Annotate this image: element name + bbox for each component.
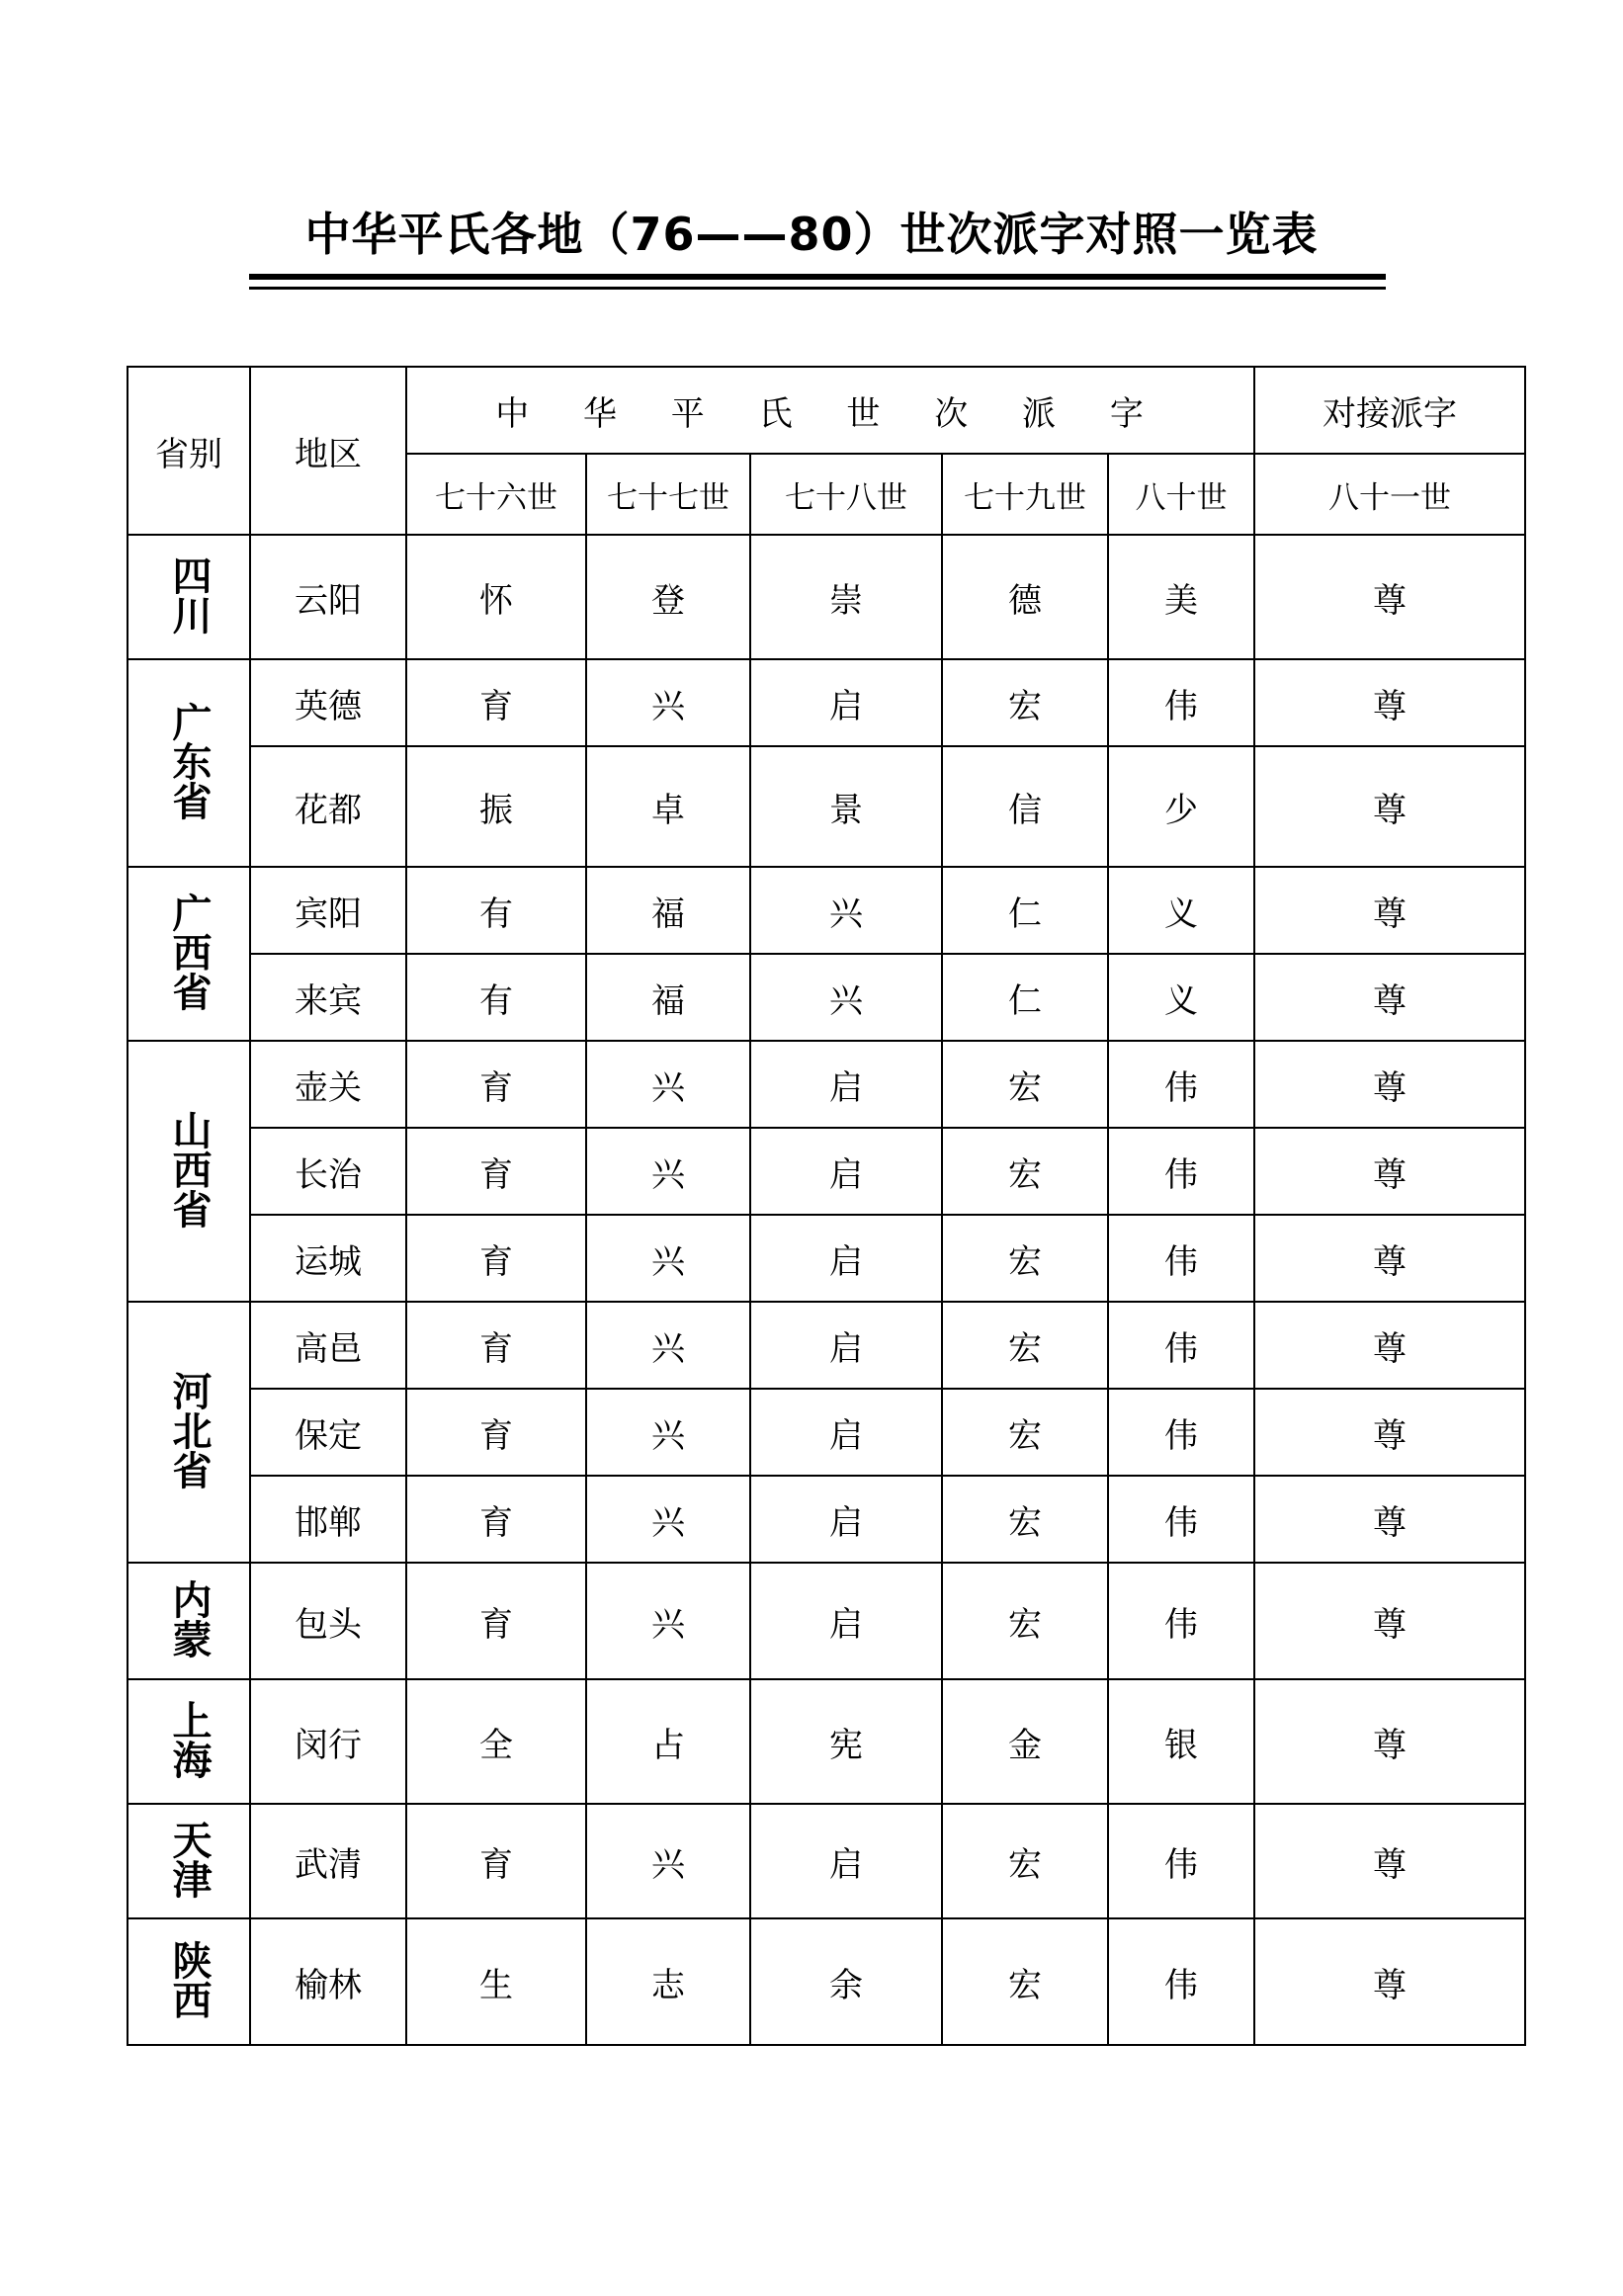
table-row [128, 1389, 1525, 1476]
generation-char-cell: 兴 [586, 1302, 750, 1389]
region-cell: 高邑 [250, 1302, 406, 1389]
generation-char-cell: 伟 [1108, 1041, 1254, 1128]
generation-char-cell: 振 [406, 746, 586, 867]
province-label: 内蒙 [166, 1579, 212, 1658]
generation-char-cell: 兴 [586, 1804, 750, 1918]
province-cell [128, 1041, 250, 1302]
table-row [128, 1679, 1525, 1804]
generation-char-cell: 伟 [1108, 1302, 1254, 1389]
header-gen-76: 七十六世 [406, 454, 586, 535]
header-generation-group: 中 华 平 氏 世 次 派 字 [406, 367, 1254, 454]
generation-char-cell: 启 [750, 1128, 942, 1215]
province-label: 广西省 [166, 893, 212, 1011]
generation-char-cell: 伟 [1108, 659, 1254, 746]
generation-char-cell: 启 [750, 1476, 942, 1563]
generation-char-cell: 美 [1108, 535, 1254, 659]
generation-char-cell: 生 [406, 1918, 586, 2045]
generation-char-cell: 卓 [586, 746, 750, 867]
connect-char-cell: 尊 [1254, 1389, 1525, 1476]
province-cell [128, 659, 250, 867]
generation-char-cell: 德 [942, 535, 1108, 659]
connect-char-cell: 尊 [1254, 1041, 1525, 1128]
generation-char-cell: 宏 [942, 1215, 1108, 1302]
generation-char-cell: 启 [750, 1804, 942, 1918]
generation-char-cell: 育 [406, 1215, 586, 1302]
generation-char-cell: 仁 [942, 954, 1108, 1041]
generation-char-cell: 仁 [942, 867, 1108, 954]
connect-char-cell: 尊 [1254, 1215, 1525, 1302]
header-gen-77: 七十七世 [586, 454, 750, 535]
province-cell [128, 1804, 250, 1918]
generation-char-cell: 兴 [586, 1215, 750, 1302]
generation-char-cell: 伟 [1108, 1563, 1254, 1679]
generation-char-cell: 宏 [942, 1041, 1108, 1128]
province-cell [128, 1563, 250, 1679]
connect-char-cell: 尊 [1254, 1679, 1525, 1804]
region-cell: 闵行 [250, 1679, 406, 1804]
connect-char-cell: 尊 [1254, 746, 1525, 867]
header-gen-80: 八十世 [1108, 454, 1254, 535]
generation-table [127, 366, 1526, 2046]
generation-char-cell: 宏 [942, 1804, 1108, 1918]
generation-char-cell: 育 [406, 1302, 586, 1389]
generation-char-cell: 育 [406, 1389, 586, 1476]
generation-char-cell: 兴 [750, 867, 942, 954]
generation-char-cell: 启 [750, 659, 942, 746]
header-gen-78: 七十八世 [750, 454, 942, 535]
connect-char-cell: 尊 [1254, 954, 1525, 1041]
connect-char-cell: 尊 [1254, 1302, 1525, 1389]
header-region: 地区 [250, 367, 406, 535]
generation-char-cell: 兴 [586, 1389, 750, 1476]
generation-char-cell: 兴 [586, 1041, 750, 1128]
table-row [128, 1041, 1525, 1128]
generation-char-cell: 启 [750, 1041, 942, 1128]
generation-char-cell: 兴 [586, 659, 750, 746]
generation-char-cell: 全 [406, 1679, 586, 1804]
generation-char-cell: 育 [406, 1476, 586, 1563]
table-row [128, 535, 1525, 659]
header-connect: 对接派字 [1254, 367, 1525, 454]
generation-char-cell: 银 [1108, 1679, 1254, 1804]
region-cell: 花都 [250, 746, 406, 867]
table-row [128, 1918, 1525, 2045]
generation-char-cell: 育 [406, 659, 586, 746]
connect-char-cell: 尊 [1254, 1563, 1525, 1679]
region-cell: 云阳 [250, 535, 406, 659]
region-cell: 邯郸 [250, 1476, 406, 1563]
province-cell [128, 867, 250, 1041]
generation-char-cell: 伟 [1108, 1128, 1254, 1215]
generation-char-cell: 宪 [750, 1679, 942, 1804]
generation-char-cell: 兴 [586, 1563, 750, 1679]
table-row [128, 659, 1525, 746]
generation-char-cell: 宏 [942, 1476, 1108, 1563]
generation-char-cell: 宏 [942, 1389, 1108, 1476]
province-label: 陕西 [166, 1940, 212, 2019]
title-underline-thick [249, 274, 1386, 280]
table-row [128, 1476, 1525, 1563]
header-province: 省别 [128, 367, 250, 535]
generation-char-cell: 少 [1108, 746, 1254, 867]
province-cell [128, 1302, 250, 1563]
connect-char-cell: 尊 [1254, 1476, 1525, 1563]
region-cell: 武清 [250, 1804, 406, 1918]
generation-char-cell: 伟 [1108, 1804, 1254, 1918]
generation-char-cell: 义 [1108, 867, 1254, 954]
province-label: 河北省 [166, 1371, 212, 1489]
table-row [128, 954, 1525, 1041]
region-cell: 包头 [250, 1563, 406, 1679]
connect-char-cell: 尊 [1254, 659, 1525, 746]
generation-char-cell: 伟 [1108, 1389, 1254, 1476]
generation-char-cell: 占 [586, 1679, 750, 1804]
connect-char-cell: 尊 [1254, 535, 1525, 659]
table-row [128, 1215, 1525, 1302]
generation-char-cell: 育 [406, 1041, 586, 1128]
generation-char-cell: 怀 [406, 535, 586, 659]
generation-char-cell: 伟 [1108, 1918, 1254, 2045]
generation-char-cell: 伟 [1108, 1215, 1254, 1302]
generation-char-cell: 余 [750, 1918, 942, 2045]
province-label: 广东省 [166, 702, 212, 820]
generation-char-cell: 宏 [942, 1563, 1108, 1679]
generation-char-cell: 育 [406, 1128, 586, 1215]
generation-char-cell: 启 [750, 1302, 942, 1389]
region-cell: 英德 [250, 659, 406, 746]
province-label: 上海 [166, 1700, 212, 1779]
page-title: 中华平氏各地（76——80）世次派字对照一览表 [304, 208, 1319, 261]
generation-char-cell: 兴 [750, 954, 942, 1041]
province-label: 天津 [166, 1820, 212, 1899]
table-row [128, 1302, 1525, 1389]
connect-char-cell: 尊 [1254, 867, 1525, 954]
generation-char-cell: 志 [586, 1918, 750, 2045]
generation-char-cell: 育 [406, 1804, 586, 1918]
generation-char-cell: 启 [750, 1215, 942, 1302]
table-row [128, 867, 1525, 954]
connect-char-cell: 尊 [1254, 1804, 1525, 1918]
generation-char-cell: 信 [942, 746, 1108, 867]
province-cell [128, 535, 250, 659]
region-cell: 保定 [250, 1389, 406, 1476]
region-cell: 长治 [250, 1128, 406, 1215]
generation-char-cell: 宏 [942, 1918, 1108, 2045]
generation-char-cell: 义 [1108, 954, 1254, 1041]
province-label: 山西省 [166, 1110, 212, 1229]
header-gen-79: 七十九世 [942, 454, 1108, 535]
region-cell: 榆林 [250, 1918, 406, 2045]
generation-char-cell: 崇 [750, 535, 942, 659]
table-row [128, 1128, 1525, 1215]
generation-char-cell: 福 [586, 954, 750, 1041]
generation-char-cell: 启 [750, 1563, 942, 1679]
province-cell [128, 1679, 250, 1804]
generation-char-cell: 宏 [942, 1128, 1108, 1215]
table-row [128, 1804, 1525, 1918]
generation-char-cell: 伟 [1108, 1476, 1254, 1563]
region-cell: 壶关 [250, 1041, 406, 1128]
generation-char-cell: 宏 [942, 1302, 1108, 1389]
generation-char-cell: 福 [586, 867, 750, 954]
table-row [128, 1563, 1525, 1679]
province-label: 四川 [166, 555, 212, 635]
header-gen-81: 八十一世 [1254, 454, 1525, 535]
generation-char-cell: 有 [406, 954, 586, 1041]
generation-char-cell: 兴 [586, 1128, 750, 1215]
connect-char-cell: 尊 [1254, 1128, 1525, 1215]
generation-char-cell: 启 [750, 1389, 942, 1476]
generation-char-cell: 金 [942, 1679, 1108, 1804]
table-row [128, 746, 1525, 867]
generation-char-cell: 兴 [586, 1476, 750, 1563]
province-cell [128, 1918, 250, 2045]
generation-char-cell: 有 [406, 867, 586, 954]
generation-char-cell: 育 [406, 1563, 586, 1679]
title-underline-thin [249, 287, 1386, 290]
table-body [128, 535, 1525, 2045]
generation-char-cell: 宏 [942, 659, 1108, 746]
connect-char-cell: 尊 [1254, 1918, 1525, 2045]
generation-char-cell: 景 [750, 746, 942, 867]
region-cell: 宾阳 [250, 867, 406, 954]
region-cell: 来宾 [250, 954, 406, 1041]
generation-char-cell: 登 [586, 535, 750, 659]
region-cell: 运城 [250, 1215, 406, 1302]
